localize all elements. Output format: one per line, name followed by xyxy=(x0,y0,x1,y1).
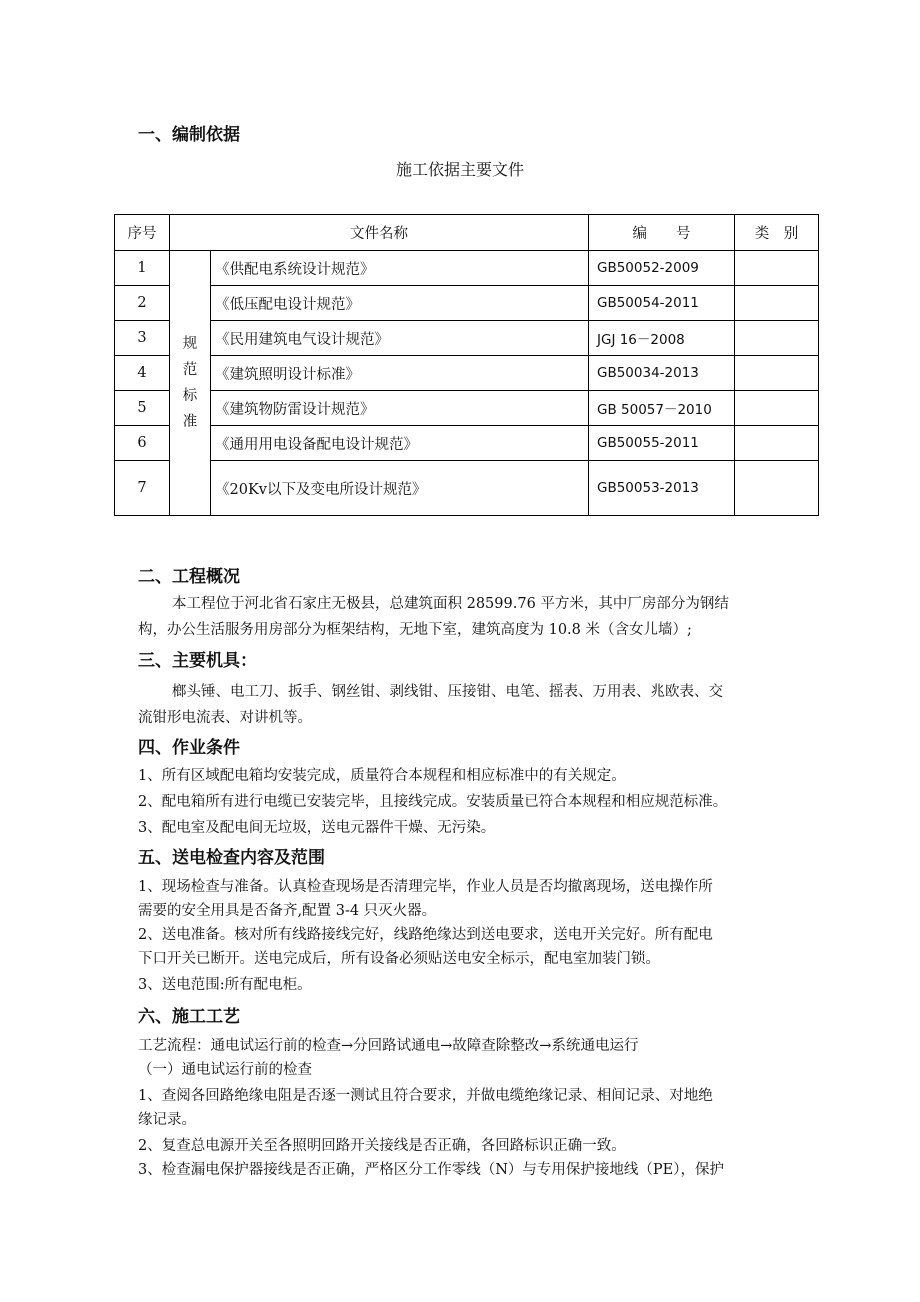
section-heading-process: 六、施工工艺 xyxy=(138,1007,240,1027)
process-flow: 工艺流程：通电试运行前的检查→分回路试通电→故障查除整改→系统通电运行 xyxy=(138,1038,639,1054)
row-doc-name: 《建筑照明设计标准》 xyxy=(211,356,589,391)
table-row xyxy=(115,461,819,516)
row-code: GB50034-2013 xyxy=(589,356,735,391)
table-row xyxy=(115,356,819,391)
category-cell xyxy=(170,251,211,516)
section-heading-overview: 二、工程概况 xyxy=(138,567,240,587)
row-index: 4 xyxy=(115,356,170,391)
section-heading-conditions: 四、作业条件 xyxy=(138,738,240,758)
table-row xyxy=(115,251,819,286)
table-row xyxy=(115,286,819,321)
row-code: GB50053-2013 xyxy=(589,461,735,516)
condition-item: 2、配电箱所有进行电缆已安装完毕，且接线完成。安装质量已符合本规程和相应规范标准。 xyxy=(138,794,728,810)
table-caption: 施工依据主要文件 xyxy=(395,160,524,179)
row-type xyxy=(735,356,819,391)
process-line: 3、检查漏电保护器接线是否正确，严格区分工作零线（N）与专用保护接地线（PE），保护 xyxy=(138,1162,725,1178)
overview-line: 本工程位于河北省石家庄无极县，总建筑面积 28599.76 平方米，其中厂房部分为钢结 xyxy=(172,596,729,612)
category-char: 标 xyxy=(182,388,198,404)
row-doc-name: 《供配电系统设计规范》 xyxy=(211,251,589,286)
row-type xyxy=(735,426,819,461)
process-line: 1、查阅各回路绝缘电阻是否逐一测试且符合要求，并做电缆绝缘记录、相间记录、对地绝 xyxy=(138,1088,713,1104)
row-doc-name: 《低压配电设计规范》 xyxy=(211,286,589,321)
row-doc-name: 《20Kv以下及变电所设计规范》 xyxy=(211,461,589,516)
table-row xyxy=(115,321,819,356)
header-doc-name: 文件名称 xyxy=(170,215,589,251)
row-code: GB 50057－2010 xyxy=(589,391,735,426)
row-type xyxy=(735,391,819,426)
row-type xyxy=(735,251,819,286)
header-code: 编 号 xyxy=(589,215,735,251)
category-char: 规 xyxy=(182,336,198,352)
condition-item: 3、配电室及配电间无垃圾，送电元器件干燥、无污染。 xyxy=(138,820,496,836)
table-row xyxy=(115,426,819,461)
table-header-row xyxy=(115,215,819,251)
process-line: 2、复查总电源开关至各照明回路开关接线是否正确，各回路标识正确一致。 xyxy=(138,1138,626,1154)
row-type xyxy=(735,286,819,321)
row-index: 6 xyxy=(115,426,170,461)
section-heading-tools: 三、主要机具： xyxy=(138,651,257,671)
condition-item: 1、所有区域配电箱均安装完成，质量符合本规程和相应标准中的有关规定。 xyxy=(138,768,626,784)
row-index: 1 xyxy=(115,251,170,286)
inspection-line: 需要的安全用具是否备齐,配置 3-4 只灭火器。 xyxy=(138,903,437,919)
category-char: 准 xyxy=(182,414,198,430)
inspection-line: 3、送电范围:所有配电柜。 xyxy=(138,977,312,993)
row-code: GB50052-2009 xyxy=(589,251,735,286)
inspection-line: 下口开关已断开。送电完成后，所有设备必须贴送电安全标示，配电室加装门锁。 xyxy=(138,951,660,967)
header-type: 类 别 xyxy=(735,215,819,251)
process-subheading: （一）通电试运行前的检查 xyxy=(138,1062,312,1078)
standards-table xyxy=(114,214,819,516)
row-doc-name: 《通用用电设备配电设计规范》 xyxy=(211,426,589,461)
inspection-line: 2、送电准备。核对所有线路接线完好，线路绝缘达到送电要求，送电开关完好。所有配电 xyxy=(138,927,713,943)
section-heading-basis: 一、编制依据 xyxy=(138,125,240,145)
tools-line: 流钳形电流表、对讲机等。 xyxy=(138,710,312,726)
tools-line: 榔头锤、电工刀、扳手、钢丝钳、剥线钳、压接钳、电笔、摇表、万用表、兆欧表、交 xyxy=(172,684,723,700)
row-type xyxy=(735,321,819,356)
row-index: 5 xyxy=(115,391,170,426)
process-line: 缘记录。 xyxy=(138,1112,196,1128)
row-index: 3 xyxy=(115,321,170,356)
row-code: GB50055-2011 xyxy=(589,426,735,461)
row-doc-name: 《建筑物防雷设计规范》 xyxy=(211,391,589,426)
header-index: 序号 xyxy=(115,215,170,251)
overview-line: 构，办公生活服务用房部分为框架结构，无地下室，建筑高度为 10.8 米（含女儿墙）; xyxy=(138,622,692,638)
row-doc-name: 《民用建筑电气设计规范》 xyxy=(211,321,589,356)
category-char: 范 xyxy=(182,362,198,378)
row-index: 2 xyxy=(115,286,170,321)
row-type xyxy=(735,461,819,516)
inspection-line: 1、现场检查与准备。认真检查现场是否清理完毕，作业人员是否均撤离现场，送电操作所 xyxy=(138,879,713,895)
row-index: 7 xyxy=(115,461,170,516)
row-code: GB50054-2011 xyxy=(589,286,735,321)
row-code: JGJ 16－2008 xyxy=(589,321,735,356)
table-row xyxy=(115,391,819,426)
section-heading-inspection: 五、送电检查内容及范围 xyxy=(138,848,325,868)
